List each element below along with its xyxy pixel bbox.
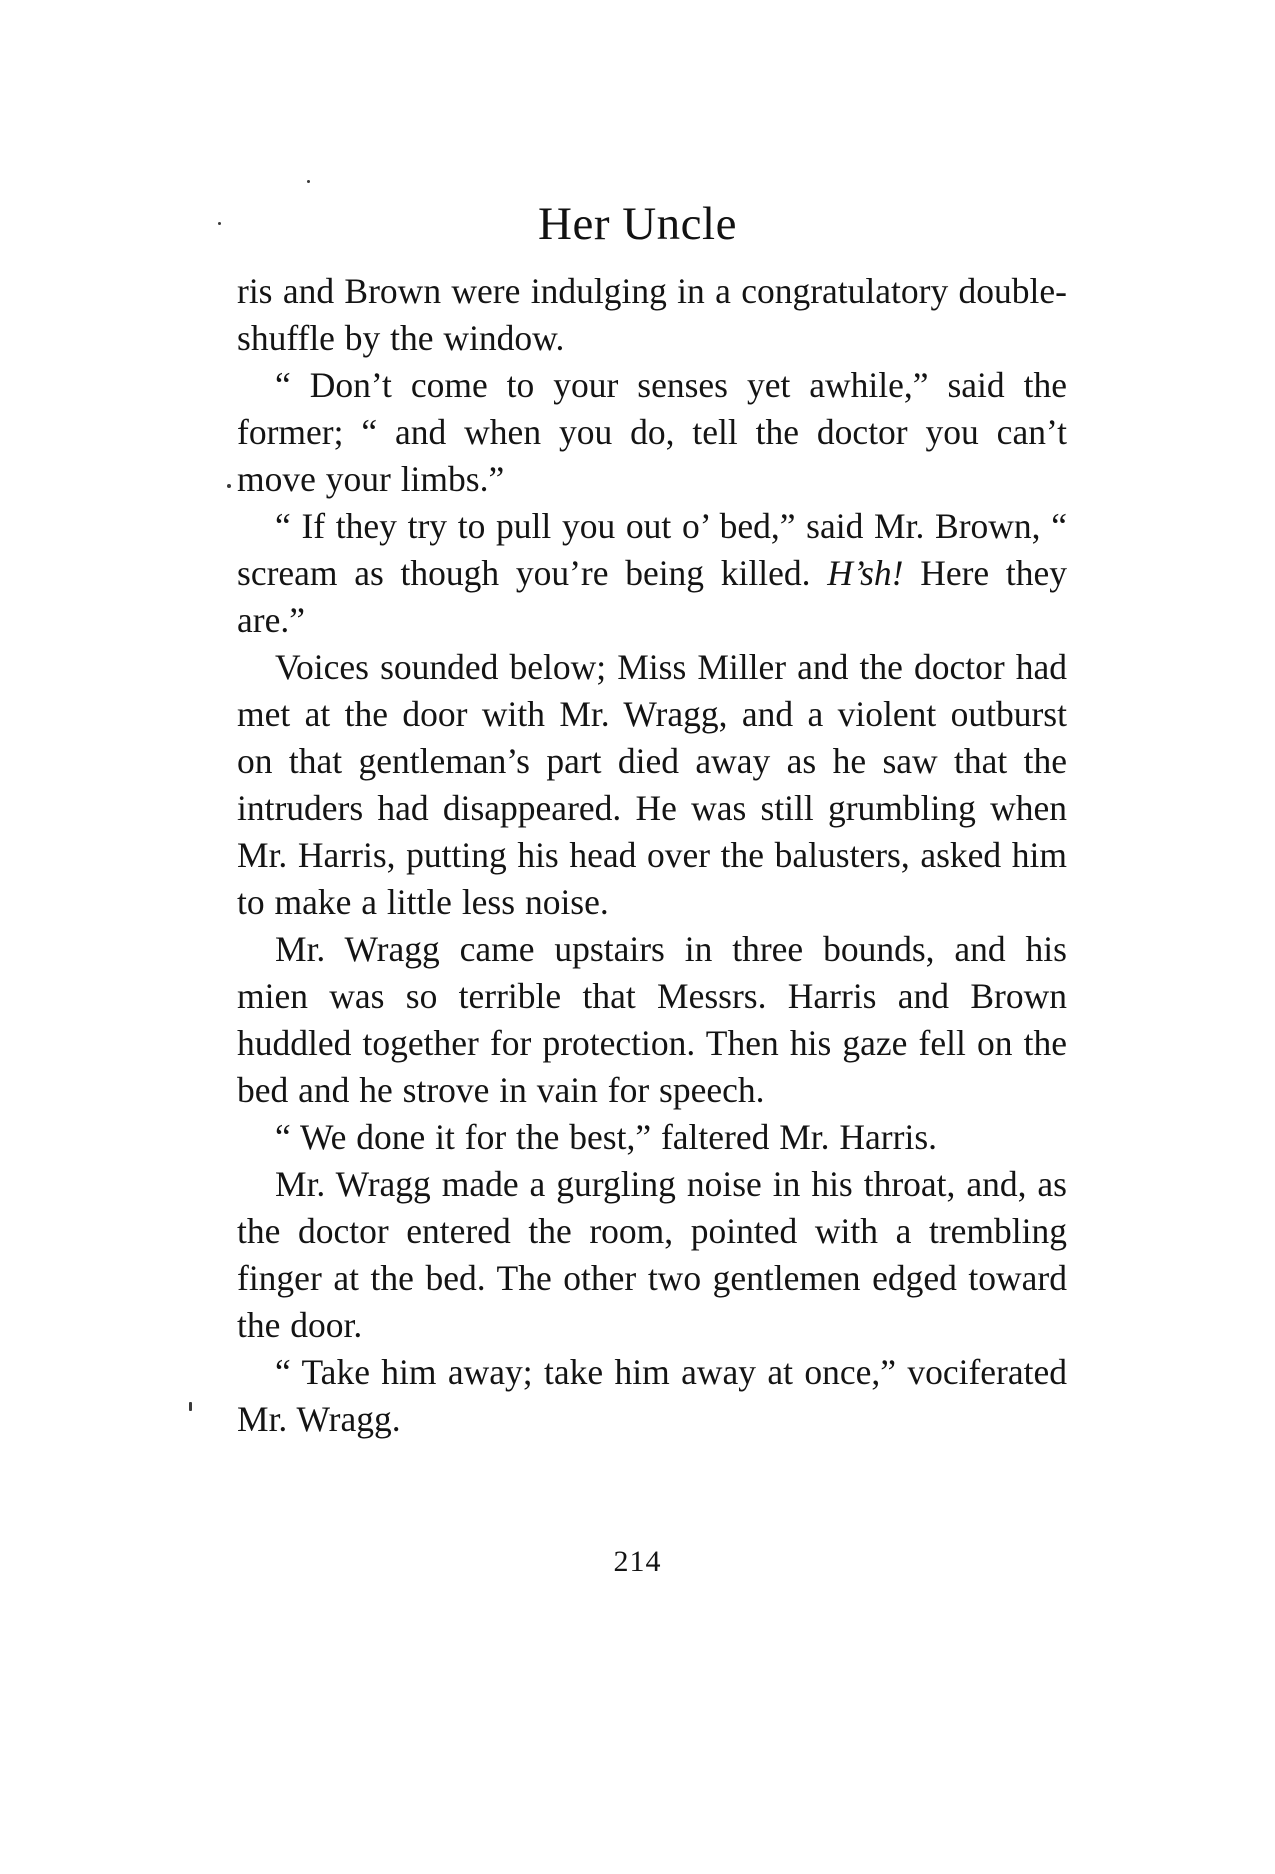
page-title: Her Uncle (538, 198, 737, 250)
paragraph: Mr. Wragg made a gurgling noise in his throat, and, as the doctor entered the room, pointed with a trembling finger at the bed. The other two gentlemen edged toward the door. (237, 1164, 1067, 1345)
paragraph: “ Don’t come to your senses yet awhile,” said the former; “ and when you do, tell the doctor you can’t move your limbs.” (237, 365, 1067, 499)
paragraph: Voices sounded below; Miss Miller and the doctor had met at the door with Mr. Wragg, and a violent outburst on that gentleman’s part died away as he saw that the intruders had disappeared. He was still grumbling when Mr. Harris, putting his head over the balusters, asked him to make a little less noise. (237, 647, 1067, 922)
print-speck (307, 180, 310, 183)
italic-exclamation: H’sh! (827, 553, 904, 593)
paragraph (237, 503, 1067, 644)
print-speck (227, 484, 231, 488)
paragraph: ris and Brown were indulging in a congratulatory double-shuffle by the window. (237, 271, 1067, 358)
paragraph: Mr. Wragg came upstairs in three bounds, and his mien was so terrible that Messrs. Harris and Brown huddled together for protection. Then his gaze fell on the bed and he strove in vain for speech. (237, 929, 1067, 1110)
paragraph: “ We done it for the best,” faltered Mr. Harris. (275, 1117, 938, 1157)
paragraph: “ Take him away; take him away at once,” vociferated Mr. Wragg. (237, 1352, 1067, 1439)
paragraph-text: Here they are.” (237, 553, 1068, 640)
paragraph-text: “ If they try to pull you out o’ bed,” said Mr. Brown, “ scream as though you’re being killed. (237, 506, 1067, 593)
page-number: 214 (613, 1545, 662, 1578)
body-text (237, 268, 1067, 1443)
print-speck (189, 1402, 192, 1411)
